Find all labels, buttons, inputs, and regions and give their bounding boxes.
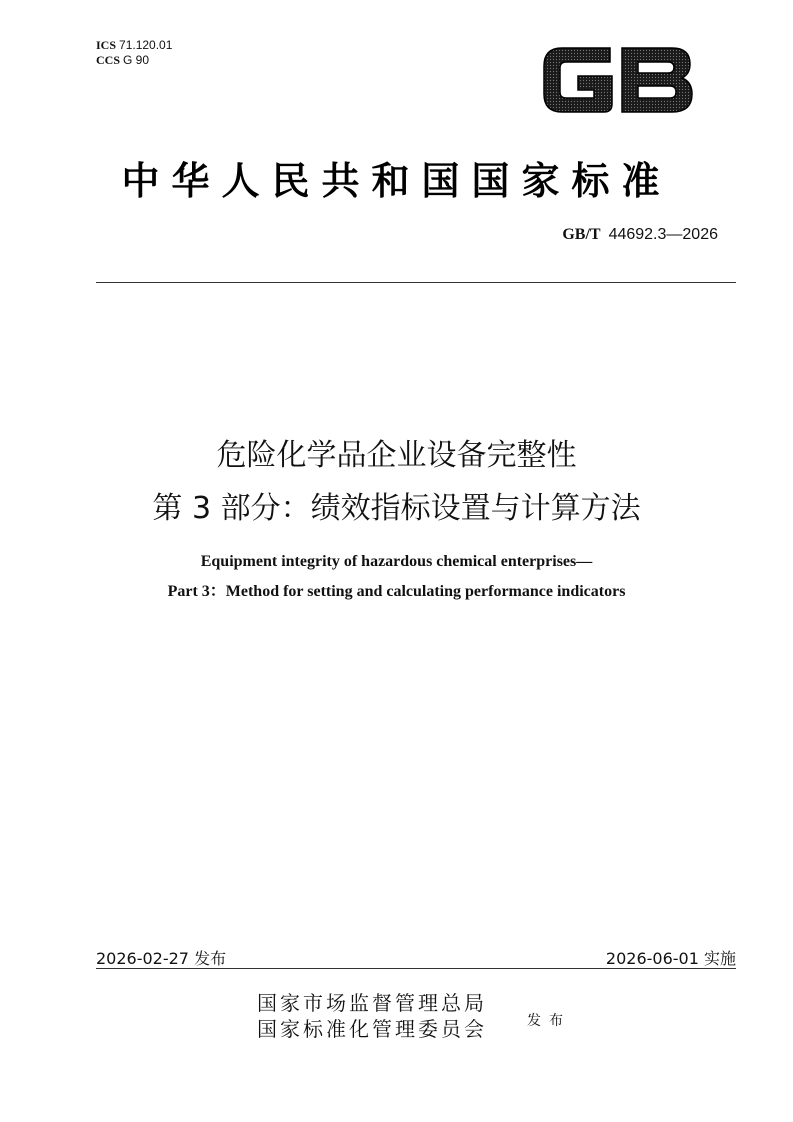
title-en-line1: Equipment integrity of hazardous chemical enterprises— xyxy=(200,553,593,570)
publish-label: 发布 xyxy=(527,1013,571,1029)
title-cn-line1: 危险化学品企业设备完整性 xyxy=(216,438,577,473)
issue-date: 2026-02-27 发布 xyxy=(96,949,227,968)
standard-name: 中华人民共和国国家标准 xyxy=(121,159,672,203)
ccs-value: G 90 xyxy=(123,53,150,67)
gb-logo xyxy=(540,40,694,120)
issuing-authorities xyxy=(257,990,487,1042)
issuer-line2: 国家标准化管理委员会 xyxy=(257,1017,487,1041)
top-divider xyxy=(96,282,736,283)
ics-value: 71.120.01 xyxy=(119,38,173,52)
title-cn-line2: 第 3 部分：绩效指标设置与计算方法 xyxy=(152,491,641,526)
ccs-code xyxy=(96,53,172,68)
issuer-line1: 国家市场监督管理总局 xyxy=(257,991,487,1015)
standard-number xyxy=(562,226,718,244)
ics-label: ICS xyxy=(96,38,117,52)
bottom-divider xyxy=(96,968,736,969)
title-en-line2: Part 3：Method for setting and calculating performance indicators xyxy=(167,583,626,600)
standard-number-value: 44692.3—2026 xyxy=(608,226,718,243)
classification-codes xyxy=(96,38,172,68)
ics-code xyxy=(96,38,172,53)
standard-number-prefix: GB/T xyxy=(562,226,601,243)
ccs-label: CCS xyxy=(96,53,121,67)
implement-date: 2026-06-01 实施 xyxy=(605,949,736,968)
